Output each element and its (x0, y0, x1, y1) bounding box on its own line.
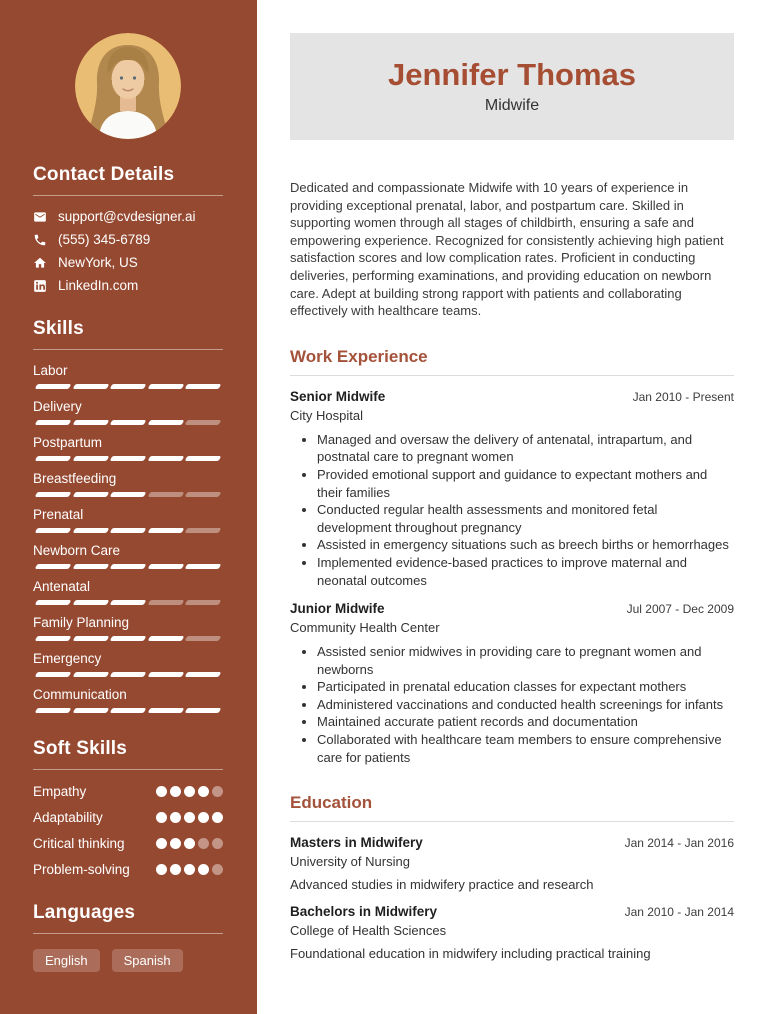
job-header (290, 389, 734, 405)
skill-bar-segment (185, 636, 221, 641)
skill-bar-segment (110, 420, 146, 425)
job-bullet: • Implemented evidence-based practices to improve maternal and neonatal outcomes (317, 554, 734, 589)
skill-bar-segment (185, 708, 221, 713)
job-company: Community Health Center (290, 620, 440, 636)
job-dates: Jul 2007 - Dec 2009 (626, 602, 734, 617)
skill-bar-segment (72, 528, 108, 533)
skill-bar-segment (110, 564, 146, 569)
skill-bar-segment (185, 564, 221, 569)
contact-title: Contact Details (33, 164, 223, 196)
skill-bar-segment (110, 636, 146, 641)
skill-bar-segment (72, 672, 108, 677)
phone-icon (33, 233, 47, 247)
rating-dot (212, 812, 223, 823)
rating-dot (156, 838, 167, 849)
skill-item (33, 471, 223, 497)
skill-bar-segment (110, 672, 146, 677)
soft-skill-label: Empathy (33, 784, 87, 799)
job-entry (290, 601, 734, 766)
skill-bar-segment (35, 564, 71, 569)
soft-skill-label: Problem-solving (33, 862, 130, 877)
skill-label: Family Planning (33, 615, 130, 630)
job-bullet: • Participated in prenatal education classes for expectant mothers (317, 678, 734, 696)
skill-item (33, 615, 223, 641)
main-column (257, 0, 768, 1014)
soft-skill-label: Critical thinking (33, 836, 125, 851)
contact-item (33, 255, 223, 270)
skill-level-bar (33, 600, 223, 605)
contact-text: (555) 345-6789 (58, 232, 151, 247)
job-company: City Hospital (290, 407, 363, 423)
skill-level-bar (33, 384, 223, 389)
skill-item (33, 435, 223, 461)
skill-bar-segment (147, 564, 183, 569)
soft-skill-rating (156, 838, 223, 849)
skill-label: Postpartum (33, 435, 103, 450)
job-bullet: • Provided emotional support and guidance to expectant mothers and their families (317, 466, 734, 501)
skill-level-bar (33, 456, 223, 461)
skill-label: Labor (33, 363, 68, 378)
education-section (290, 793, 734, 961)
skill-level-bar (33, 492, 223, 497)
job-bullet: • Assisted in emergency situations such as breech births or hemorrhages (317, 536, 734, 554)
job-bullet: • Conducted regular health assessments and monitored fetal development throughout pregnancy (317, 501, 734, 536)
contact-text: LinkedIn.com (58, 278, 139, 293)
job-title: Senior Midwife (290, 388, 386, 404)
soft-skills-list (33, 784, 223, 877)
rating-dot (198, 864, 209, 875)
language-chip: English (33, 949, 100, 972)
skill-level-bar (33, 636, 223, 641)
job-bullet: • Collaborated with healthcare team members to ensure comprehensive care for patients (317, 731, 734, 766)
education-school: College of Health Sciences (290, 923, 447, 939)
rating-dot (170, 786, 181, 797)
candidate-name: Jennifer Thomas (387, 57, 637, 92)
job-bullets (290, 431, 734, 589)
skill-level-bar (33, 672, 223, 677)
skill-bar-segment (147, 708, 183, 713)
rating-dot (184, 786, 195, 797)
skill-bar-segment (72, 456, 108, 461)
skill-bar-segment (147, 528, 183, 533)
skill-bar-segment (35, 528, 71, 533)
skill-bar-segment (110, 600, 146, 605)
contact-text: NewYork, US (58, 255, 138, 270)
skill-bar-segment (72, 492, 108, 497)
skill-label: Prenatal (33, 507, 84, 522)
rating-dot (170, 838, 181, 849)
skill-item (33, 399, 223, 425)
education-dates: Jan 2010 - Jan 2014 (624, 905, 734, 920)
skill-item (33, 363, 223, 389)
rating-dot (212, 864, 223, 875)
education-header (290, 835, 734, 851)
contact-section (33, 164, 223, 293)
rating-dot (156, 864, 167, 875)
skill-bar-segment (35, 708, 71, 713)
skill-bar-segment (72, 708, 108, 713)
soft-skills-section (33, 738, 223, 877)
rating-dot (170, 812, 181, 823)
skill-item (33, 543, 223, 569)
soft-skill-rating (156, 812, 223, 823)
job-bullet: • Assisted senior midwives in providing care to pregnant women and newborns (317, 643, 734, 678)
profile-photo (75, 33, 181, 139)
education-entry (290, 835, 734, 892)
education-header (290, 904, 734, 920)
education-dates: Jan 2014 - Jan 2016 (624, 836, 734, 851)
soft-skill-label: Adaptability (33, 810, 103, 825)
skill-label: Antenatal (33, 579, 91, 594)
education-school: University of Nursing (290, 854, 410, 870)
skill-bar-segment (147, 672, 183, 677)
skill-bar-segment (72, 564, 108, 569)
skill-label: Newborn Care (33, 543, 121, 558)
skill-bar-segment (185, 420, 221, 425)
soft-skill-row (33, 836, 223, 851)
skill-bar-segment (110, 528, 146, 533)
languages-title: Languages (33, 902, 223, 934)
rating-dot (198, 838, 209, 849)
skill-bar-segment (185, 456, 221, 461)
rating-dot (156, 786, 167, 797)
job-entry (290, 389, 734, 589)
rating-dot (184, 864, 195, 875)
skill-bar-segment (72, 636, 108, 641)
candidate-role: Midwife (484, 97, 540, 114)
job-bullets (290, 643, 734, 766)
contact-item (33, 209, 223, 224)
education-title: Education (290, 793, 734, 822)
degree-title: Masters in Midwifery (290, 835, 423, 851)
skill-bar-segment (72, 420, 108, 425)
education-list (290, 835, 734, 961)
rating-dot (198, 812, 209, 823)
job-bullet: • Managed and oversaw the delivery of antenatal, intrapartum, and postnatal care to pregnant women (317, 431, 734, 466)
work-experience-title: Work Experience (290, 347, 734, 376)
education-entry (290, 904, 734, 961)
skill-bar-segment (147, 492, 183, 497)
skills-section (33, 318, 223, 713)
sidebar (0, 0, 257, 1014)
job-header (290, 601, 734, 617)
skill-bar-segment (72, 600, 108, 605)
skill-bar-segment (147, 456, 183, 461)
rating-dot (212, 838, 223, 849)
skill-bar-segment (147, 600, 183, 605)
rating-dot (212, 786, 223, 797)
email-icon (33, 210, 47, 224)
skill-bar-segment (147, 420, 183, 425)
skill-bar-segment (35, 492, 71, 497)
degree-title: Bachelors in Midwifery (290, 904, 438, 920)
skill-item (33, 507, 223, 533)
skill-bar-segment (72, 384, 108, 389)
soft-skill-row (33, 810, 223, 825)
skill-label: Emergency (33, 651, 102, 666)
skill-bar-segment (110, 492, 146, 497)
avatar (75, 33, 181, 139)
skill-item (33, 579, 223, 605)
rating-dot (170, 864, 181, 875)
job-bullet: • Maintained accurate patient records and documentation (317, 713, 734, 731)
skill-bar-segment (185, 672, 221, 677)
skill-bar-segment (35, 420, 71, 425)
contact-item (33, 278, 223, 293)
education-note: Advanced studies in midwifery practice and research (290, 877, 594, 893)
skill-label: Communication (33, 687, 127, 702)
skill-bar-segment (110, 384, 146, 389)
language-chips (33, 949, 223, 972)
rating-dot (156, 812, 167, 823)
skill-label: Breastfeeding (33, 471, 117, 486)
skill-level-bar (33, 564, 223, 569)
skill-item (33, 687, 223, 713)
contact-item (33, 232, 223, 247)
job-bullet: • Administered vaccinations and conducted health screenings for infants (317, 696, 734, 714)
skill-bar-segment (110, 708, 146, 713)
skill-level-bar (33, 528, 223, 533)
skill-bar-segment (185, 528, 221, 533)
rating-dot (184, 838, 195, 849)
skill-bar-segment (35, 636, 71, 641)
skill-item (33, 651, 223, 677)
skill-bar-segment (185, 384, 221, 389)
skills-title: Skills (33, 318, 223, 350)
skill-bar-segment (185, 600, 221, 605)
name-header (290, 33, 734, 140)
rating-dot (198, 786, 209, 797)
work-experience-section (290, 347, 734, 767)
job-dates: Jan 2010 - Present (632, 389, 734, 404)
skills-list (33, 363, 223, 713)
soft-skill-row (33, 862, 223, 877)
languages-section (33, 902, 223, 972)
skill-label: Delivery (33, 399, 82, 414)
language-chip: Spanish (112, 949, 183, 972)
education-note: Foundational education in midwifery including practical training (290, 946, 651, 962)
skill-bar-segment (110, 456, 146, 461)
contact-text: support@cvdesigner.ai (58, 209, 196, 224)
contact-list (33, 209, 223, 293)
profile-summary: Dedicated and compassionate Midwife with 10 years of experience in providing exceptional prenatal, labor, and postpartum care. Skilled in supporting women through all stages of childbirth, ensuring a safe and empowering experience. Recognized for consistently achieving high patient satisfaction scores and low complication rates. Proficient in conducting deliveries, performing examinations, and providing education on newborn care. Adept at building strong rapport with patients and collaborating effectively with healthcare teams. (290, 180, 724, 319)
linkedin-icon (33, 279, 47, 293)
skill-bar-segment (185, 492, 221, 497)
jobs-list (290, 389, 734, 767)
rating-dot (184, 812, 195, 823)
skill-level-bar (33, 420, 223, 425)
skill-bar-segment (147, 384, 183, 389)
skill-level-bar (33, 708, 223, 713)
job-title: Junior Midwife (290, 601, 385, 617)
skill-bar-segment (35, 672, 71, 677)
soft-skill-rating (156, 786, 223, 797)
home-icon (33, 256, 47, 270)
skill-bar-segment (147, 636, 183, 641)
skill-bar-segment (35, 600, 71, 605)
soft-skills-title: Soft Skills (33, 738, 223, 770)
skill-bar-segment (35, 456, 71, 461)
soft-skill-rating (156, 864, 223, 875)
skill-bar-segment (35, 384, 71, 389)
soft-skill-row (33, 784, 223, 799)
